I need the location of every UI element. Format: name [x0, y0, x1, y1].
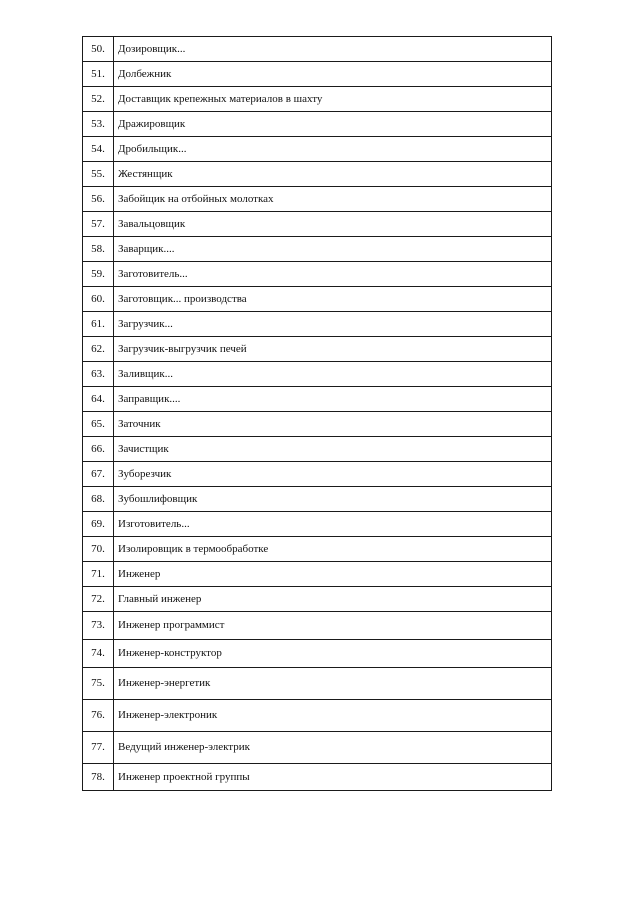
row-number: 70. — [83, 537, 114, 562]
table-row — [83, 62, 552, 87]
row-number: 57. — [83, 212, 114, 237]
table-row — [83, 764, 552, 791]
table-row — [83, 700, 552, 732]
table-row — [83, 337, 552, 362]
occupation-name: Заготовитель... — [114, 262, 552, 287]
table-row — [83, 612, 552, 640]
row-number: 75. — [83, 668, 114, 700]
table-row — [83, 262, 552, 287]
table-row — [83, 287, 552, 312]
table-row — [83, 462, 552, 487]
table-row — [83, 212, 552, 237]
occupation-name: Изолировщик в термообработке — [114, 537, 552, 562]
table-row — [83, 162, 552, 187]
row-number: 56. — [83, 187, 114, 212]
row-number: 73. — [83, 612, 114, 640]
occupation-name: Заготовщик... производства — [114, 287, 552, 312]
row-number: 74. — [83, 640, 114, 668]
table-row — [83, 562, 552, 587]
occupation-name: Заливщик... — [114, 362, 552, 387]
occupation-name: Завальцовщик — [114, 212, 552, 237]
occupation-name: Дражировщик — [114, 112, 552, 137]
row-number: 62. — [83, 337, 114, 362]
row-number: 64. — [83, 387, 114, 412]
row-number: 68. — [83, 487, 114, 512]
occupation-name: Инженер-электроник — [114, 700, 552, 732]
occupation-name: Зачистщик — [114, 437, 552, 462]
table-row — [83, 437, 552, 462]
table-row — [83, 668, 552, 700]
table-row — [83, 732, 552, 764]
table-row — [83, 237, 552, 262]
table-row — [83, 412, 552, 437]
occupations-table-body — [83, 37, 552, 791]
occupation-name: Зуборезчик — [114, 462, 552, 487]
row-number: 72. — [83, 587, 114, 612]
row-number: 63. — [83, 362, 114, 387]
row-number: 58. — [83, 237, 114, 262]
occupation-name: Зубошлифовщик — [114, 487, 552, 512]
table-row — [83, 640, 552, 668]
occupation-name: Дробильщик... — [114, 137, 552, 162]
occupation-name: Дозировщик... — [114, 37, 552, 62]
row-number: 77. — [83, 732, 114, 764]
row-number: 54. — [83, 137, 114, 162]
occupation-name: Забойщик на отбойных молотках — [114, 187, 552, 212]
row-number: 59. — [83, 262, 114, 287]
table-row — [83, 137, 552, 162]
row-number: 53. — [83, 112, 114, 137]
row-number: 71. — [83, 562, 114, 587]
occupation-name: Инженер проектной группы — [114, 764, 552, 791]
table-row — [83, 587, 552, 612]
table-row — [83, 187, 552, 212]
occupation-name: Заточник — [114, 412, 552, 437]
occupation-name: Ведущий инженер-электрик — [114, 732, 552, 764]
table-row — [83, 512, 552, 537]
row-number: 67. — [83, 462, 114, 487]
table-row — [83, 362, 552, 387]
occupation-name: Жестянщик — [114, 162, 552, 187]
row-number: 78. — [83, 764, 114, 791]
table-row — [83, 487, 552, 512]
occupation-name: Заварщик.... — [114, 237, 552, 262]
occupation-name: Инженер-энергетик — [114, 668, 552, 700]
occupation-name: Загрузчик... — [114, 312, 552, 337]
table-row — [83, 87, 552, 112]
occupation-name: Инженер — [114, 562, 552, 587]
occupations-table — [82, 36, 552, 791]
row-number: 52. — [83, 87, 114, 112]
occupation-name: Главный инженер — [114, 587, 552, 612]
table-row — [83, 112, 552, 137]
row-number: 61. — [83, 312, 114, 337]
table-row — [83, 312, 552, 337]
row-number: 65. — [83, 412, 114, 437]
occupation-name: Изготовитель... — [114, 512, 552, 537]
table-row — [83, 37, 552, 62]
row-number: 69. — [83, 512, 114, 537]
row-number: 76. — [83, 700, 114, 732]
row-number: 50. — [83, 37, 114, 62]
row-number: 60. — [83, 287, 114, 312]
occupation-name: Инженер программист — [114, 612, 552, 640]
table-row — [83, 387, 552, 412]
occupation-name: Заправщик.... — [114, 387, 552, 412]
row-number: 55. — [83, 162, 114, 187]
occupation-name: Инженер-конструктор — [114, 640, 552, 668]
occupation-name: Загрузчик-выгрузчик печей — [114, 337, 552, 362]
row-number: 66. — [83, 437, 114, 462]
table-row — [83, 537, 552, 562]
row-number: 51. — [83, 62, 114, 87]
occupation-name: Долбежник — [114, 62, 552, 87]
occupation-name: Доставщик крепежных материалов в шахту — [114, 87, 552, 112]
